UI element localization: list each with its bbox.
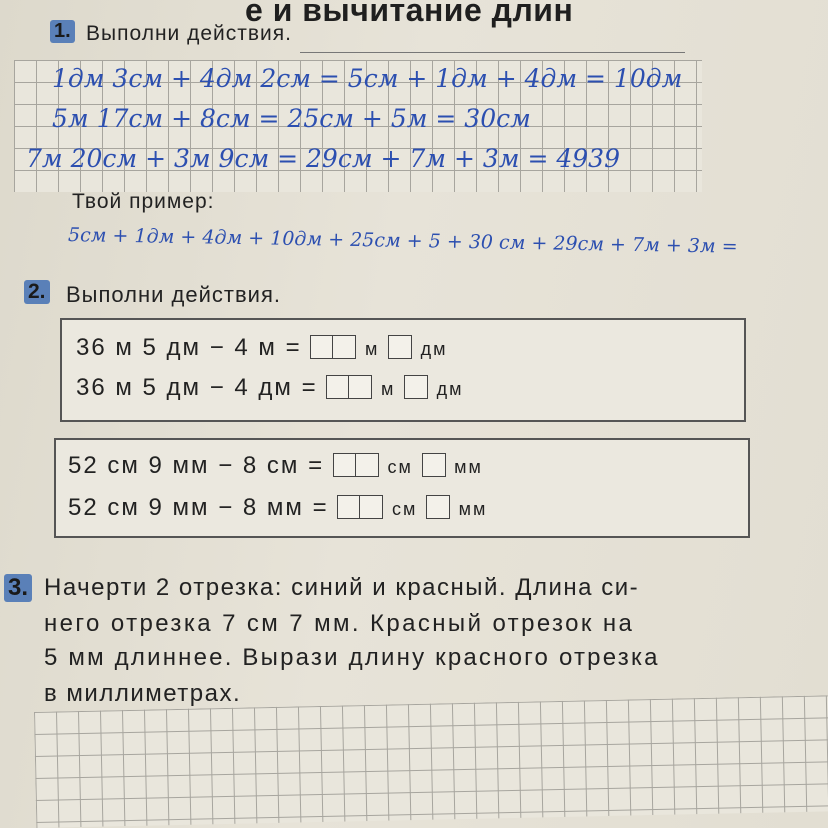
task1-title: Выполни действия. xyxy=(86,22,292,45)
task2-title: Выполни действия. xyxy=(66,282,281,307)
equation-text: 52 см 9 мм − 8 мм = xyxy=(68,494,329,521)
equation-text: 52 см 9 мм − 8 см = xyxy=(68,452,325,479)
task3-line-1: Начерти 2 отрезка: синий и красный. Длина си- xyxy=(44,574,640,601)
example-label: Твой пример: xyxy=(72,190,215,213)
task1-line-2: 5м 17см + 8см = 25см + 5м = 30см xyxy=(52,104,531,133)
answer-box-decimeters[interactable] xyxy=(388,335,412,359)
answer-box-meters[interactable] xyxy=(310,335,356,359)
task3-number: 3. xyxy=(4,574,32,602)
unit-label: дм xyxy=(420,339,448,359)
unit-label: м xyxy=(380,379,396,399)
equation-row xyxy=(76,334,448,362)
example-answer: 5см + 1дм + 4дм + 10дм + 25см + 5 + 30 см + 29см + 7м + 3м = xyxy=(67,224,738,258)
unit-label: дм xyxy=(436,379,464,399)
answer-box-centimeters[interactable] xyxy=(337,495,383,519)
equation-text: 36 м 5 дм − 4 дм = xyxy=(76,374,318,401)
answer-box-millimeters[interactable] xyxy=(426,495,450,519)
answer-box-decimeters[interactable] xyxy=(404,375,428,399)
unit-label: см xyxy=(387,457,413,477)
task3-drawing-grid[interactable] xyxy=(34,695,828,828)
divider xyxy=(300,52,685,53)
task1-number: 1. xyxy=(50,20,75,43)
answer-box-millimeters[interactable] xyxy=(422,453,446,477)
answer-box-meters[interactable] xyxy=(326,375,372,399)
equation-row xyxy=(68,494,487,522)
answer-box-centimeters[interactable] xyxy=(333,453,379,477)
equation-row xyxy=(76,374,464,402)
unit-label: мм xyxy=(454,457,483,477)
task3-line-3: 5 мм длиннее. Вырази длину красного отрезка xyxy=(44,644,660,671)
task2-number: 2. xyxy=(24,280,50,304)
equation-row xyxy=(68,452,483,480)
task1-line-1: 1дм 3см + 4дм 2см = 5см + 1дм + 4дм = 10дм xyxy=(52,64,683,93)
unit-label: см xyxy=(391,499,418,519)
task3-line-2: него отрезка 7 см 7 мм. Красный отрезок на xyxy=(44,610,635,637)
equation-text: 36 м 5 дм − 4 м = xyxy=(76,334,302,361)
page-heading: е и вычитание длин xyxy=(245,0,574,28)
unit-label: мм xyxy=(458,499,488,519)
task1-line-3: 7м 20см + 3м 9см = 29см + 7м + 3м = 4939 xyxy=(26,144,620,173)
unit-label: м xyxy=(364,339,380,359)
task3-line-4: в миллиметрах. xyxy=(44,680,242,707)
